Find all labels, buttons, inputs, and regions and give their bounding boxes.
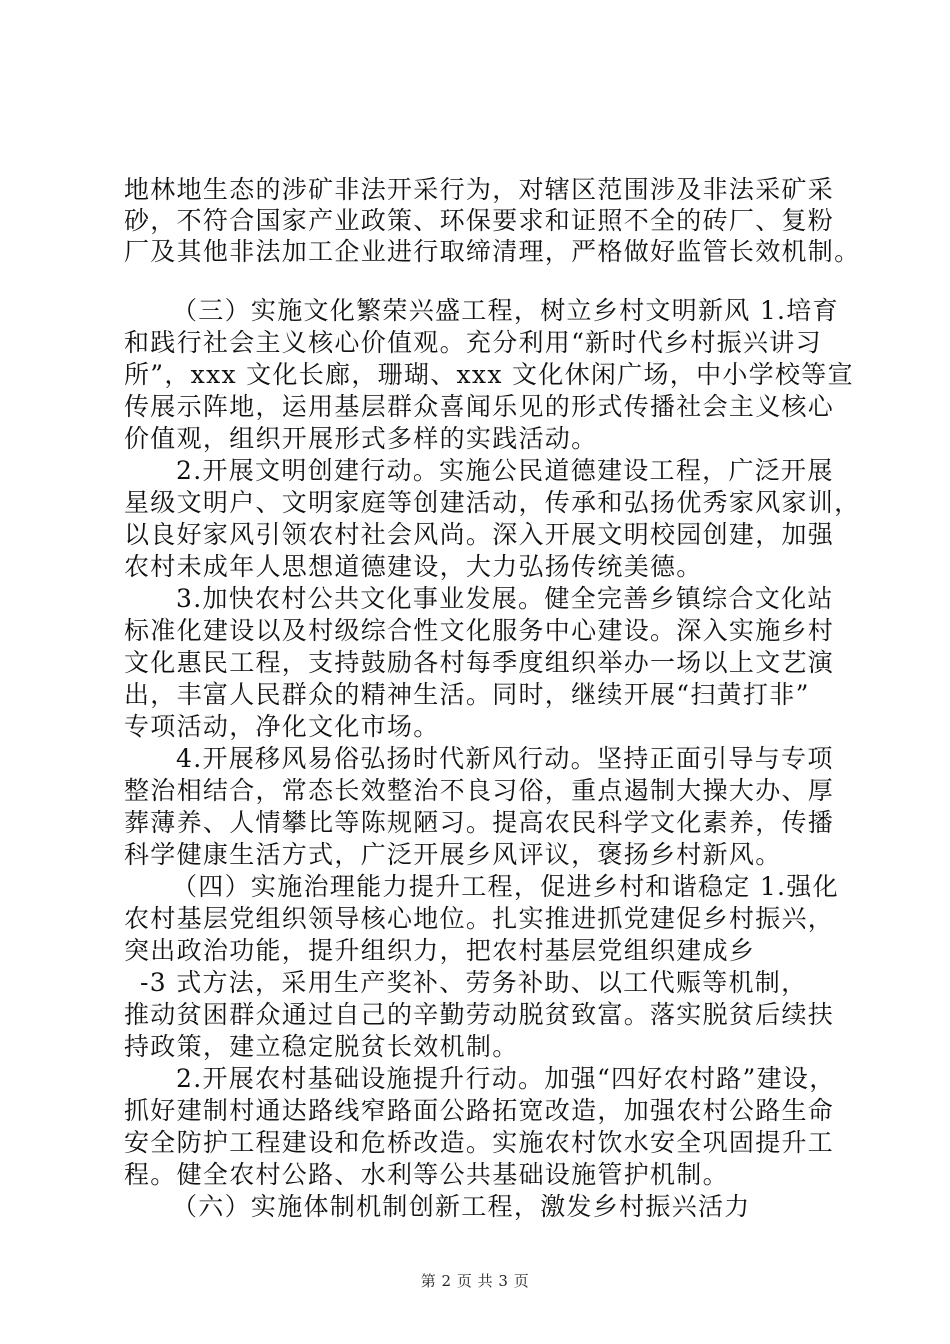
text-line: 专项活动，净化文化市场。 [124, 712, 440, 741]
text-line: 传展示阵地，运用基层群众喜闻乐见的形式传播社会主义核心 [124, 392, 835, 421]
text-line: 突出政治功能，提升组织力，把农村基层党组织建成乡 [124, 936, 756, 965]
paragraph-start-line: 2.开展农村基础设施提升行动。加强“四好农村路”建设， [176, 1064, 836, 1093]
text-line: -3 式方法，采用生产奖补、劳务补助、以工代赈等机制， [140, 968, 808, 997]
text-line: 科学健康生活方式，广泛开展乡风评议，褒扬乡村新风。 [124, 840, 782, 869]
text-line: 标准化建设以及村级综合性文化服务中心建设。深入实施乡村 [124, 616, 835, 645]
paragraph-start-line: 3.加快农村公共文化事业发展。健全完善乡镇综合文化站 [176, 584, 834, 613]
text-line: 抓好建制村通达路线窄路面公路拓宽改造，加强农村公路生命 [124, 1096, 835, 1125]
section-heading-line: （四）实施治理能力提升工程，促进乡村和谐稳定 1.强化 [172, 872, 839, 901]
text-line: 星级文明户、文明家庭等创建活动，传承和弘扬优秀家风家训， [124, 488, 861, 517]
paragraph-start-line: 2.开展文明创建行动。实施公民道德建设工程，广泛开展 [176, 456, 834, 485]
paragraph-start-line: 4.开展移风易俗弘扬时代新风行动。坚持正面引导与专项 [176, 744, 834, 773]
text-line: 整治相结合，常态长效整治不良习俗，重点遏制大操大办、厚 [124, 776, 835, 805]
text-line: 所”，xxx 文化长廊，珊瑚、xxx 文化休闲广场，中小学校等宣 [124, 360, 854, 389]
text-line: 安全防护工程建设和危桥改造。实施农村饮水安全巩固提升工 [124, 1128, 835, 1157]
text-line: 葬薄养、人情攀比等陈规陋习。提高农民科学文化素养，传播 [124, 808, 835, 837]
page-indicator: 第 2 页 共 3 页 [420, 1272, 530, 1290]
text-line: 砂，不符合国家产业政策、环保要求和证照不全的砖厂、复粉 [124, 206, 835, 235]
text-line: 价值观，组织开展形式多样的实践活动。 [124, 424, 598, 453]
section-heading-line: （三）实施文化繁荣兴盛工程，树立乡村文明新风 1.培育 [172, 296, 839, 325]
text-line: 农村未成年人思想道德建设，大力弘扬传统美德。 [124, 552, 703, 581]
text-line: 程。健全农村公路、水利等公共基础设施管护机制。 [124, 1160, 729, 1189]
text-line: 推动贫困群众通过自己的辛勤劳动脱贫致富。落实脱贫后续扶 [124, 1000, 835, 1029]
text-line: 地林地生态的涉矿非法开采行为，对辖区范围涉及非法采矿采 [124, 175, 835, 204]
text-line: 文化惠民工程，支持鼓励各村每季度组织举办一场以上文艺演 [124, 648, 835, 677]
text-line: 出，丰富人民群众的精神生活。同时，继续开展“扫黄打非” [124, 680, 810, 709]
text-line: 农村基层党组织领导核心地位。扎实推进抓党建促乡村振兴， [124, 904, 835, 933]
text-line: 持政策，建立稳定脱贫长效机制。 [124, 1032, 519, 1061]
text-line: 以良好家风引领农村社会风尚。深入开展文明校园创建，加强 [124, 520, 835, 549]
text-line: 和践行社会主义核心价值观。充分利用“新时代乡村振兴讲习 [124, 328, 822, 357]
section-heading-line: （六）实施体制机制创新工程，激发乡村振兴活力 [172, 1192, 751, 1221]
text-line: 厂及其他非法加工企业进行取缔清理，严格做好监管长效机制。 [124, 237, 861, 266]
